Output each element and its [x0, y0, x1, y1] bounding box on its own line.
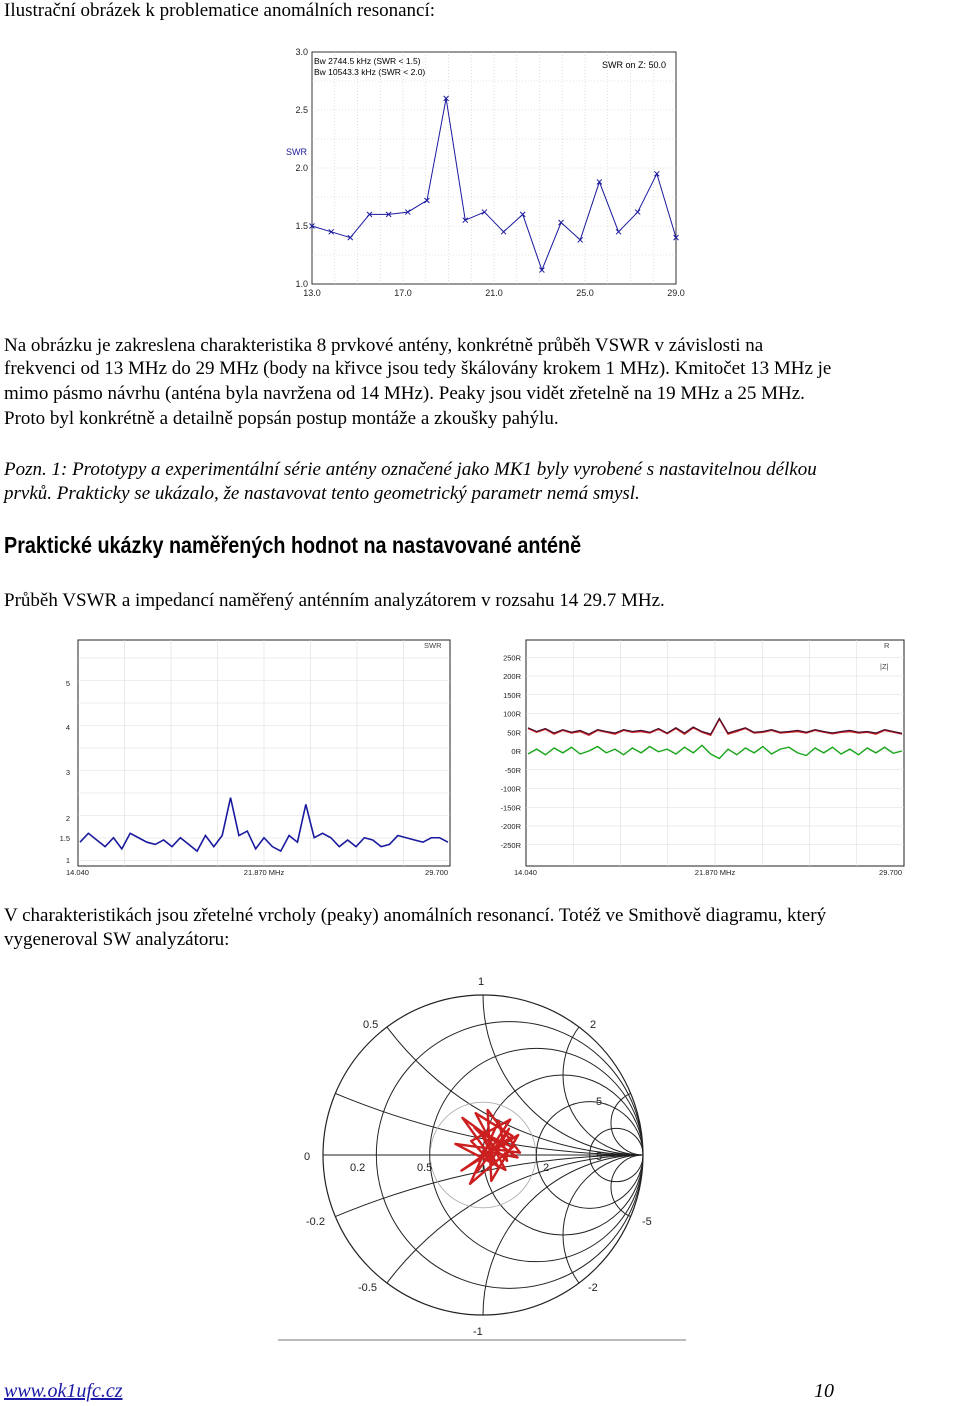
smith-label-left: -0.2: [306, 1216, 325, 1228]
smith-label-axis: 1: [480, 1162, 487, 1174]
smith-label-top: 2: [590, 1019, 597, 1031]
y-tick-label: 4: [65, 723, 70, 732]
smith-label-left: 0: [304, 1151, 311, 1163]
paragraph-1-line: frekvenci od 13 MHz do 29 MHz (body na křivce jsou tedy škálovány krokem 1 MHz). Kmitočet 13 MHz je: [4, 358, 832, 379]
reactance-arc: [563, 1155, 723, 1315]
legend-z: |Z|: [880, 662, 889, 671]
x-tick-label: 25.0: [576, 288, 594, 298]
annotation-swr-z: SWR on Z: 50.0: [602, 60, 667, 70]
smith-label-right: -5: [642, 1216, 652, 1228]
x-tick-label: 29.700: [879, 868, 902, 877]
reactance-arc: [563, 995, 723, 1155]
y-tick-label: -200R: [500, 822, 521, 831]
legend-r: R: [884, 641, 890, 650]
y-tick-label: -250R: [500, 840, 521, 850]
smith-label-right: -2: [588, 1282, 598, 1294]
y-tick-label: -50R: [504, 765, 521, 775]
x-tick-label: 29.700: [425, 868, 448, 877]
reactance-arc: [323, 1155, 960, 1406]
annotation-bw-1: Bw 2744.5 kHz (SWR < 1.5): [314, 56, 421, 66]
y-tick-label: 1.5: [295, 221, 308, 231]
section-heading: Praktické ukázky naměřených hodnot na nastavované anténě: [4, 532, 582, 558]
y-tick-label: 3: [65, 768, 70, 777]
x-tick-label: 13.0: [303, 288, 321, 298]
y-tick-label: 3.0: [295, 47, 308, 57]
y-tick-label: 1: [65, 856, 70, 865]
y-tick-label: 1.0: [295, 279, 308, 289]
smith-chart: [278, 968, 688, 1343]
swr-chart-analyzer: [56, 638, 460, 878]
paragraph-2-line: V charakteristikách jsou zřetelné vrcholy (peaky) anomálních resonancí. Totéž ve Smithově diagramu, který: [4, 905, 827, 926]
website-link[interactable]: www.ok1ufc.cz: [4, 1380, 123, 1402]
smith-label-top: 0.5: [363, 1019, 379, 1031]
impedance-chart: [492, 638, 912, 878]
footer-link[interactable]: [4, 1380, 123, 1403]
y-tick-label: -150R: [500, 803, 521, 813]
legend-swr: SWR: [424, 641, 442, 650]
smith-label-bottom: -1: [473, 1326, 483, 1338]
x-tick-label: 21.870 MHz: [243, 868, 285, 877]
x-tick-label: 17.0: [394, 288, 412, 298]
paragraph-1-line: Proto byl konkrétně a detailně popsán postup montáže a zkoušky pahýlu.: [4, 408, 559, 429]
y-tick-label: 5: [65, 679, 70, 688]
note-line: prvků. Prakticky se ukázalo, že nastavovat tento geometrický parametr nemá smysl.: [4, 483, 640, 504]
y-tick-label: -100R: [500, 784, 521, 794]
x-tick-label: 14.040: [66, 868, 89, 877]
y-tick-label: 2.5: [295, 105, 308, 115]
smith-label-left: -0.5: [358, 1282, 377, 1294]
y-axis-label: SWR: [286, 147, 307, 157]
x-tick-label: 14.040: [514, 868, 537, 877]
section-intro: Průběh VSWR a impedancí naměřený anténním analyzátorem v rozsahu 14 29.7 MHz.: [4, 590, 665, 611]
swr-chart-13-29: [280, 40, 690, 310]
paragraph-1-line: mimo pásmo návrhu (anténa byla navržena od 14 MHz). Peaky jsou vidět zřetelně na 19 MHz a 25 MHz.: [4, 383, 805, 404]
smith-label-axis: 0.5: [417, 1162, 433, 1174]
annotation-bw-2: Bw 10543.3 kHz (SWR < 2.0): [314, 67, 426, 77]
x-tick-label: 21.0: [485, 288, 503, 298]
paragraph-2-line: vygeneroval SW analyzátoru:: [4, 929, 230, 950]
y-tick-label: 250R: [503, 653, 521, 663]
top-heading: Ilustrační obrázek k problematice anomálních resonancí:: [4, 0, 436, 21]
y-tick-label: 50R: [507, 728, 521, 738]
page-number: 10: [814, 1380, 834, 1402]
x-tick-label: 21.870 MHz: [694, 868, 736, 877]
y-tick-label: 1.5: [59, 834, 70, 843]
reactance-arc: [0, 1155, 960, 1406]
smith-label-right: 5: [596, 1096, 603, 1108]
paragraph-1-line: Na obrázku je zakreslena charakteristika 8 prvkové antény, konkrétně průběh VSWR v závislosti na: [4, 335, 764, 356]
impedance-trace: [455, 1110, 520, 1184]
x-tick-label: 29.0: [667, 288, 685, 298]
y-tick-label: 200R: [503, 672, 521, 681]
note-line: Pozn. 1: Prototypy a experimentální série antény označené jako MK1 byly vyrobené s nastavitelnou délkou: [4, 459, 817, 480]
reactance-arc: [483, 1155, 803, 1406]
smith-label-top: 1: [478, 976, 485, 988]
smith-label-axis: 5: [596, 1151, 603, 1163]
y-tick-label: 100R: [503, 709, 521, 719]
y-tick-label: 2.0: [295, 163, 308, 173]
y-tick-label: 150R: [503, 690, 521, 700]
y-tick-label: 0R: [511, 747, 521, 756]
smith-label-axis: 0.2: [350, 1162, 366, 1174]
smith-label-axis: 2: [543, 1162, 550, 1174]
reactance-arc: [483, 835, 803, 1155]
y-tick-label: 2: [65, 814, 70, 823]
